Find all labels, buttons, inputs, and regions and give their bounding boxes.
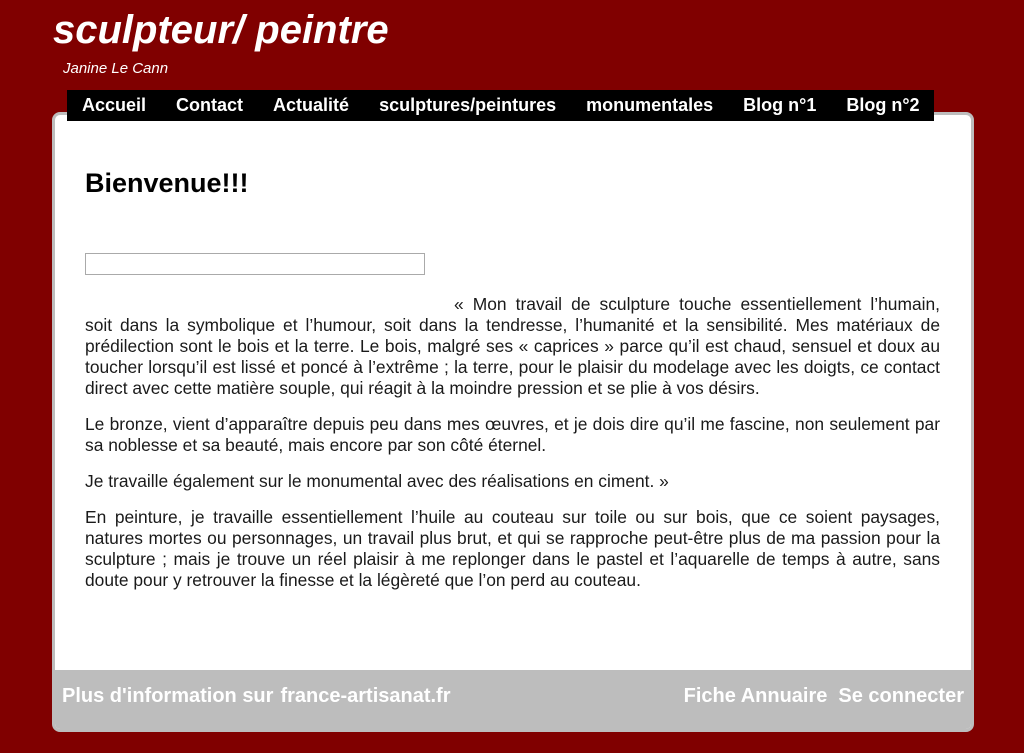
nav-item-monumentales[interactable]: monumentales [586,95,714,115]
footer-info-label: Plus d'information sur [62,685,274,707]
nav-item-blog-1[interactable]: Blog n°1 [743,95,817,115]
site-title: sculpteur/ peintre [53,8,389,52]
nav-item-sculptures-peintures[interactable]: sculptures/peintures [379,95,557,115]
paragraph: Je travaille également sur le monumental avec des réalisations en ciment. » [85,471,669,491]
footer-actions [684,684,964,708]
footer-info [62,684,451,708]
footer [55,670,971,729]
content-box [52,112,974,732]
nav-item-contact[interactable]: Contact [176,95,244,115]
nav-item-accueil[interactable]: Accueil [82,95,147,115]
main-nav [67,90,934,121]
nav-item-blog-2[interactable]: Blog n°2 [846,95,920,115]
body-text [85,294,940,606]
paragraph: En peinture, je travaille essentiellement l’huile au couteau sur toile ou sur bois, que ce soient paysages, natures mortes ou personnages, un travail plus brut, et qui se rapproche peut-être plus de ma passion pour la sculpture ; mais je trouve un réel plaisir à me replonger dans le pastel et l’aquarelle de temps à autre, sans doute pour y retrouver la finesse et la légèreté que l’on perd au couteau. [85,507,940,590]
fiche-annuaire-link[interactable]: Fiche Annuaire [683,685,828,707]
site-subtitle: Janine Le Cann [63,60,169,77]
nav-item-actualite[interactable]: Actualité [273,95,350,115]
page-title: Bienvenue!!! [85,168,249,198]
paragraph: Le bronze, vient d’apparaître depuis peu dans mes œuvres, et je dois dire qu’il me fascine, non seulement par sa noblesse et sa beauté, mais encore par son côté éternel. [85,414,940,455]
login-link[interactable]: Se connecter [838,685,964,707]
empty-frame [85,253,425,275]
paragraph: « Mon travail de sculpture touche essentiellement l’humain, soit dans la symbolique et l’humour, soit dans la tendresse, l’humanité et la sensibilité. Mes matériaux de prédilection sont le bois et la terre. Le bois, malgré ses « caprices » parce qu’il est chaud, sensuel et doux au toucher lorsqu’il est lissé et poncé à l’extrême ; la terre, pour le plaisir du modelage avec les doigts, ce contact direct avec cette matière souple, qui réagit à la moindre pression et se plie à vos désirs. [85,294,940,398]
france-artisanat-link[interactable]: france-artisanat.fr [280,685,451,707]
